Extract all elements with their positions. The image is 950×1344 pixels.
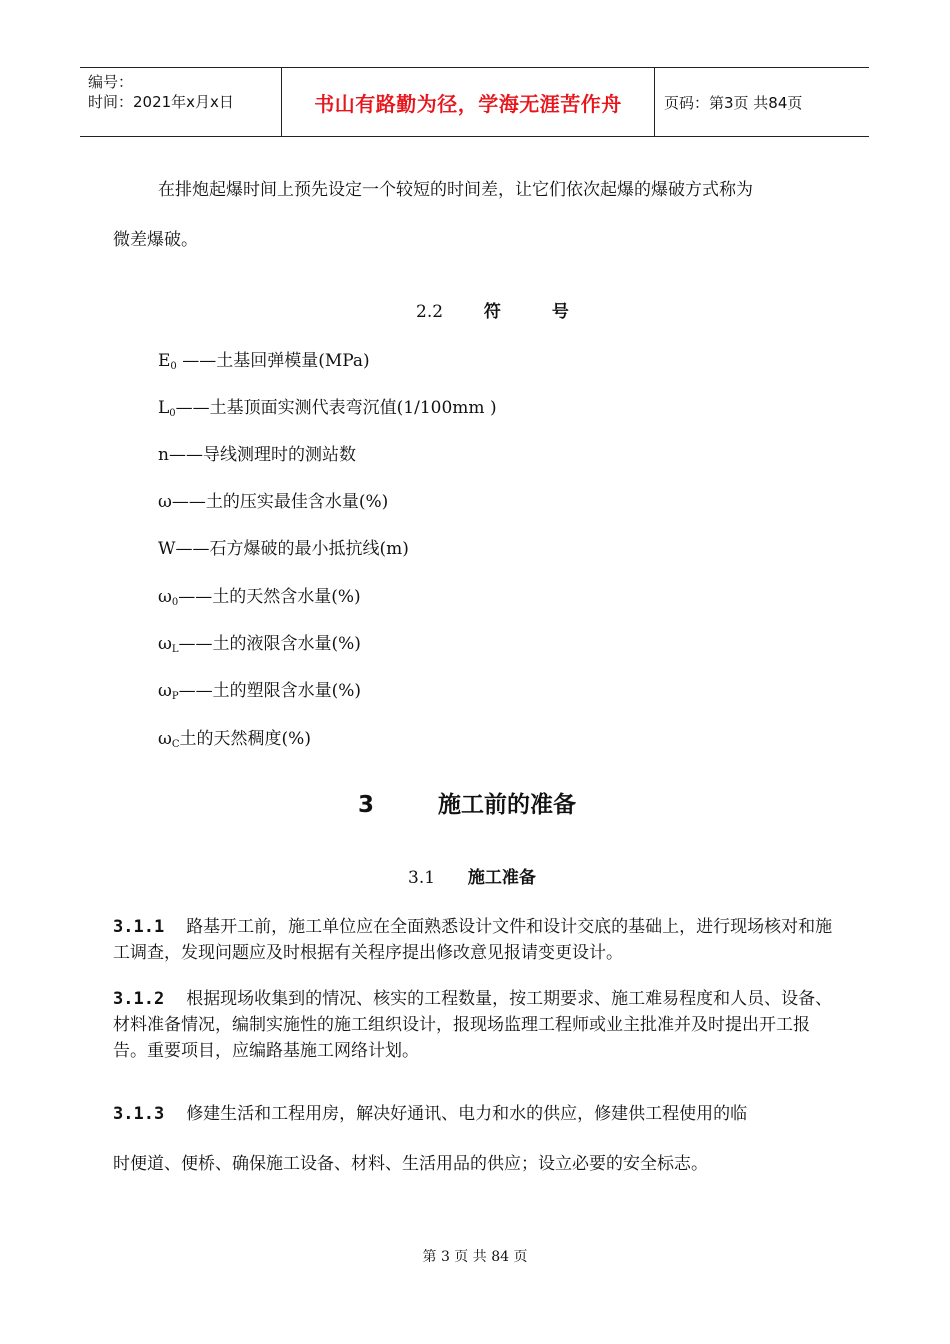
symbol-item: $\omega_C$土的天然稠度(%)	[158, 729, 311, 750]
clause-number: 3.1.3	[113, 1104, 165, 1124]
symbol-item: $L_0——$土基顶面实测代表弯沉值(1/100mm )	[158, 398, 497, 419]
clause-text: 路基开工前，施工单位应在全面熟悉设计文件和设计交底的基础上，进行现场核对和施工调查，发现问题应及时根据有关程序提出修改意见报请变更设计。	[113, 917, 833, 963]
clause-number: 3.1.1	[113, 917, 165, 937]
clause-3-1-1	[113, 914, 833, 966]
clause-3-1-2	[113, 986, 833, 1064]
symbol-item: $E_0$ ——土基回弹模量(MPa)	[158, 351, 370, 372]
section-2-2-heading	[416, 297, 569, 322]
section-title: 符 号	[483, 302, 569, 322]
clause-text: 根据现场收集到的情况、核实的工程数量，按工期要求、施工难易程度和人员、设备、材料准备情况，编制实施性的施工组织设计，报现场监理工程师或业主批准并及时提出开工报告。重要项目，应编路基施工网络计划。	[113, 989, 833, 1061]
symbol-item: $\omega_0——$土的天然含水量(%)	[158, 587, 361, 608]
symbol-item: $\omega_L——$土的液限含水量(%)	[158, 634, 361, 655]
header-motto: 书山有路勤为径，学海无涯苦作舟	[314, 91, 622, 116]
section-title: 施工准备	[467, 868, 536, 888]
symbol-item: ω——土的压实最佳含水量(%)	[158, 492, 389, 512]
chapter-title: 施工前的准备	[438, 792, 576, 818]
clause-3-1-3-line-1	[113, 1102, 747, 1126]
header-page-info: 页码：第3页 共84页	[664, 93, 803, 112]
chapter-number: 3	[358, 792, 375, 818]
symbol-item: $\omega_P——$土的塑限含水量(%)	[158, 681, 362, 702]
section-3-1-heading	[408, 863, 536, 888]
clause-text: 修建生活和工程用房，解决好通讯、电力和水的供应，修建供工程使用的临	[186, 1104, 748, 1124]
number-label: 编号：	[88, 73, 134, 91]
definition-line-1: 在排炮起爆时间上预先设定一个较短的时间差，让它们依次起爆的爆破方式称为	[158, 180, 753, 200]
section-number: 2.2	[416, 302, 444, 322]
time-label: 时间：2021年x月x日	[88, 93, 234, 111]
chapter-3-heading	[358, 786, 576, 819]
definition-line-2: 微差爆破。	[113, 230, 198, 250]
section-number: 3.1	[408, 868, 436, 888]
header-table	[80, 67, 869, 137]
symbol-item: n——导线测理时的测站数	[158, 445, 356, 465]
page-footer: 第 3 页 共 84 页	[422, 1249, 528, 1265]
clause-3-1-3-line-2: 时便道、便桥、确保施工设备、材料、生活用品的供应；设立必要的安全标志。	[113, 1154, 708, 1174]
header-meta	[88, 72, 234, 112]
symbol-item: W——石方爆破的最小抵抗线(m)	[158, 539, 409, 559]
header-divider	[654, 68, 655, 136]
clause-number: 3.1.2	[113, 989, 165, 1009]
